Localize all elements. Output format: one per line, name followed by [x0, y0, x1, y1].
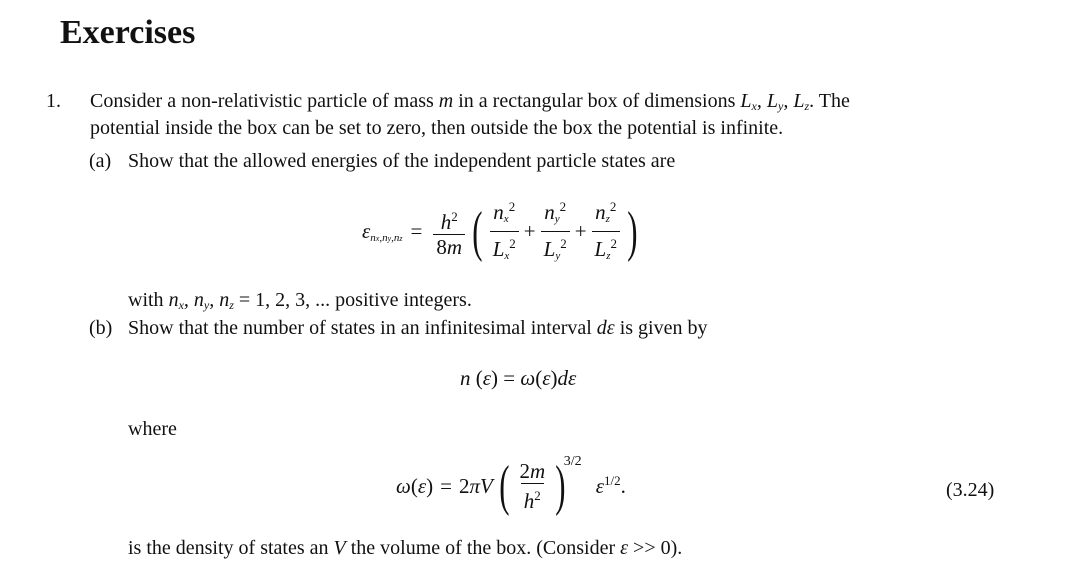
exercise-number: 1.: [46, 90, 61, 112]
closing-text-b: the volume of the box. (Consider: [350, 537, 616, 559]
math-V: V: [333, 537, 346, 559]
math-d-epsilon: dε: [596, 317, 615, 339]
closing-line: [128, 536, 682, 560]
math-m: m: [438, 90, 454, 112]
with-suffix: positive integers.: [335, 289, 472, 311]
number-of-states-equation: n (ε) = ω(ε)dε: [460, 366, 577, 390]
math-omega: ω: [396, 473, 411, 498]
intro-text-c: . The: [809, 90, 850, 112]
exercise-intro-line1: [90, 89, 850, 118]
fraction-ny: $\frac{ny^2}{Ly^2}$: [541, 196, 570, 267]
section-heading: Exercises: [60, 14, 196, 51]
fraction-h2-8m: $\frac{h^2}{8m}$: [433, 206, 465, 258]
right-paren: ): [627, 200, 638, 263]
density-of-states-equation: ω ( ε ) = 2πV ( $\frac{2m}{h^2}$ ) 3/2 $\varepsilon^{1/2}$.: [396, 454, 626, 517]
closing-text-a: is the density of states an: [128, 537, 329, 559]
fraction-2m-h2: $\frac{2m}{h^2}$: [519, 459, 546, 513]
fraction-nx: $\frac{nx^2}{Lx^2}$: [490, 196, 519, 267]
intro-text-b: in a rectangular box of dimensions: [458, 90, 736, 112]
with-prefix: with: [128, 289, 164, 311]
left-paren: (: [472, 200, 483, 263]
equation-number: (3.24): [946, 479, 995, 501]
math-epsilon: ε: [620, 537, 629, 559]
part-a-label: (a): [89, 150, 112, 172]
where-label: where: [128, 418, 177, 440]
energy-equation: εnx,ny,nz = $\frac{h^2}{8m}$ ( $\frac{nx^2}{Lx^2}$ + $\frac{ny^2}{Ly^2}$ + $\frac{nz^2}{Lz^2}$ ): [362, 196, 642, 267]
math-n-list: $n_x$, $n_y$, $n_z$: [168, 289, 234, 312]
closing-text-c: >> 0).: [633, 537, 683, 559]
part-b-text-a: Show that the number of states in an infinitesimal interval: [128, 317, 592, 339]
with-values: = 1, 2, 3, ...: [238, 289, 331, 311]
intro-text-a: Consider a non-relativistic particle of mass: [90, 90, 434, 112]
math-equals: =: [410, 219, 423, 243]
right-paren-2: ): [555, 455, 566, 517]
part-b-text: [128, 316, 707, 340]
math-epsilon-n: εnx,ny,nz: [362, 219, 403, 244]
part-a-with-line: [128, 288, 472, 317]
part-b-text-b: is given by: [619, 317, 708, 339]
left-paren-2: (: [499, 455, 510, 517]
math-dimensions: $L_x$, $L_y$, $L_z$: [740, 90, 810, 113]
part-b-label: (b): [89, 317, 113, 339]
exercise-intro-line2: potential inside the box can be set to zero, then outside the box the potential is infinite.: [90, 117, 784, 139]
part-a-text: Show that the allowed energies of the independent particle states are: [128, 150, 676, 172]
fraction-nz: $\frac{nz^2}{Lz^2}$: [592, 196, 620, 267]
